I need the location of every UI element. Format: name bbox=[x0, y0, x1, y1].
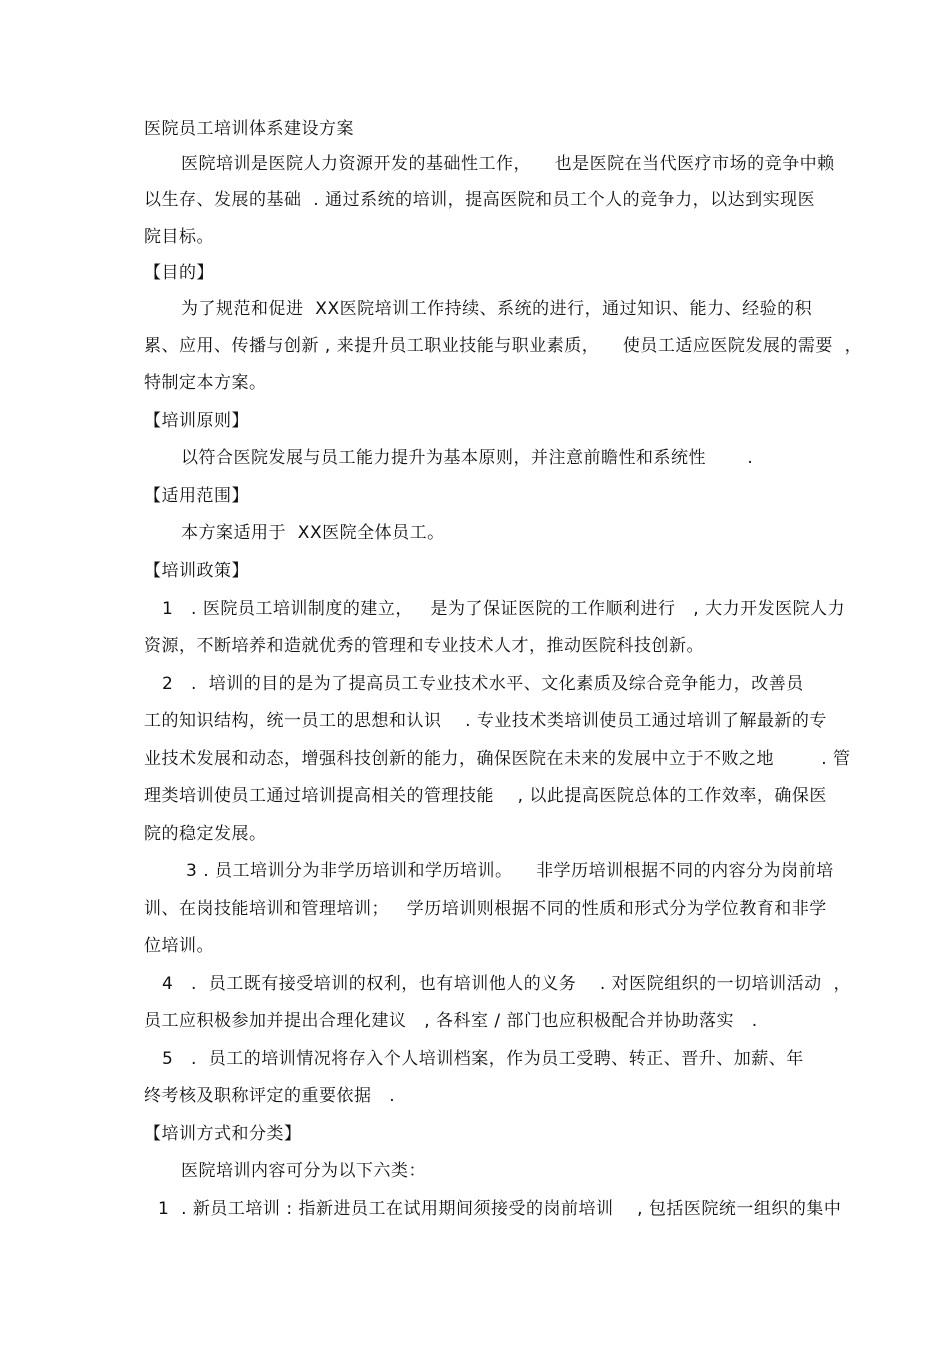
text-line: 1 . 医院员工培训制度的建立， 是为了保证医院的工作顺利进行 , 大力开发医院人力 bbox=[162, 599, 846, 619]
text-line: 训、在岗技能培训和管理培训； 学历培训则根据不同的性质和形式分为学位教育和非学 bbox=[144, 899, 827, 919]
text-line: 4 . 员工既有接受培训的权利，也有培训他人的义务 . 对医院组织的一切培训活动 ， bbox=[162, 974, 851, 994]
text-line: 业技术发展和动态，增强科技创新的能力，确保医院在未来的发展中立于不败之地 . 管 bbox=[144, 749, 851, 769]
text-line: 3 . 员工培训分为非学历培训和学历培训。 非学历培训根据不同的内容分为岗前培 bbox=[186, 861, 834, 881]
text-line: 累、应用、传播与创新 , 来提升员工职业技能与职业素质， 使员工适应医院发展的需要 ， bbox=[144, 336, 863, 356]
text-line: 医院培训内容可分为以下六类： bbox=[181, 1161, 426, 1181]
section-heading: 【目的】 bbox=[144, 263, 214, 283]
text-line: 理类培训使员工通过培训提高相关的管理技能 , 以此提高医院总体的工作效率，确保医 bbox=[144, 786, 827, 806]
text-line: 本方案适用于 XX医院全体员工。 bbox=[181, 523, 445, 543]
text-line: 以符合医院发展与员工能力提升为基本原则，并注意前瞻性和系统性 . bbox=[181, 448, 754, 468]
text-line: 终考核及职称评定的重要依据 . bbox=[144, 1086, 396, 1106]
section-heading: 【培训原则】 bbox=[144, 411, 249, 431]
text-line: 为了规范和促进 XX医院培训工作持续、系统的进行，通过知识、能力、经验的积 bbox=[181, 299, 813, 319]
text-line: 1 . 新员工培训 : 指新进员工在试用期间须接受的岗前培训 , 包括医院统一组织的集中 bbox=[158, 1199, 842, 1219]
text-line: 以生存、发展的基础 . 通过系统的培训，提高医院和员工个人的竞争力，以达到实现医 bbox=[144, 190, 816, 210]
text-line: 院目标。 bbox=[144, 227, 214, 247]
text-line: 2 . 培训的目的是为了提高员工专业技术水平、文化素质及综合竞争能力，改善员 bbox=[162, 674, 804, 694]
text-line: 医院培训是医院人力资源开发的基础性工作， 也是医院在当代医疗市场的竞争中赖 bbox=[181, 154, 835, 174]
text-line: 5 . 员工的培训情况将存入个人培训档案，作为员工受聘、转正、晋升、加薪、年 bbox=[162, 1049, 804, 1069]
text-line: 工的知识结构，统一员工的思想和认识 . 专业技术类培训使员工通过培训了解最新的专 bbox=[144, 711, 827, 731]
text-line: 资源，不断培养和造就优秀的管理和专业技术人才，推动医院科技创新。 bbox=[144, 636, 704, 656]
section-heading: 【适用范围】 bbox=[144, 486, 249, 506]
text-line: 员工应积极参加并提出合理化建议 , 各科室 / 部门也应积极配合并协助落实 . bbox=[144, 1011, 758, 1031]
document-title: 医院员工培训体系建设方案 bbox=[144, 119, 354, 139]
section-heading: 【培训政策】 bbox=[144, 561, 249, 581]
text-line: 院的稳定发展。 bbox=[144, 824, 267, 844]
text-line: 特制定本方案。 bbox=[144, 373, 267, 393]
section-heading: 【培训方式和分类】 bbox=[144, 1124, 302, 1144]
text-line: 位培训。 bbox=[144, 936, 214, 956]
